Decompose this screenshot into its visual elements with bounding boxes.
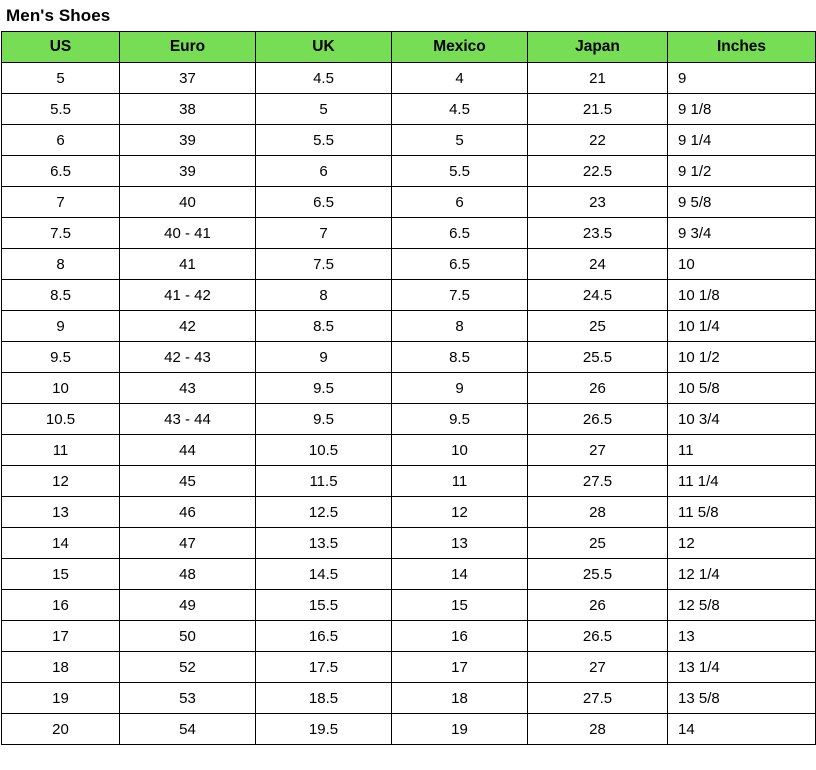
cell-mexico: 5.5 xyxy=(392,156,528,187)
cell-uk: 6.5 xyxy=(256,187,392,218)
cell-inches: 11 xyxy=(668,435,816,466)
cell-us: 10 xyxy=(2,373,120,404)
cell-us: 14 xyxy=(2,528,120,559)
cell-uk: 8 xyxy=(256,280,392,311)
cell-japan: 21.5 xyxy=(528,94,668,125)
cell-us: 16 xyxy=(2,590,120,621)
cell-euro: 42 xyxy=(120,311,256,342)
cell-uk: 19.5 xyxy=(256,714,392,745)
cell-japan: 24.5 xyxy=(528,280,668,311)
cell-inches: 11 5/8 xyxy=(668,497,816,528)
cell-us: 18 xyxy=(2,652,120,683)
table-row xyxy=(2,187,816,218)
cell-us: 5 xyxy=(2,63,120,94)
cell-us: 10.5 xyxy=(2,404,120,435)
table-header-row xyxy=(2,32,816,63)
table-row xyxy=(2,125,816,156)
table-header xyxy=(2,32,816,63)
cell-inches: 10 1/4 xyxy=(668,311,816,342)
cell-japan: 26 xyxy=(528,590,668,621)
cell-japan: 27 xyxy=(528,435,668,466)
cell-us: 6 xyxy=(2,125,120,156)
cell-us: 7.5 xyxy=(2,218,120,249)
column-header-japan: Japan xyxy=(528,32,668,63)
cell-us: 8.5 xyxy=(2,280,120,311)
cell-us: 11 xyxy=(2,435,120,466)
cell-uk: 10.5 xyxy=(256,435,392,466)
cell-japan: 26 xyxy=(528,373,668,404)
cell-uk: 4.5 xyxy=(256,63,392,94)
cell-uk: 11.5 xyxy=(256,466,392,497)
cell-mexico: 10 xyxy=(392,435,528,466)
cell-euro: 43 - 44 xyxy=(120,404,256,435)
cell-us: 6.5 xyxy=(2,156,120,187)
cell-uk: 9.5 xyxy=(256,404,392,435)
cell-inches: 14 xyxy=(668,714,816,745)
table-row xyxy=(2,63,816,94)
cell-inches: 9 1/8 xyxy=(668,94,816,125)
cell-uk: 16.5 xyxy=(256,621,392,652)
cell-mexico: 8 xyxy=(392,311,528,342)
cell-inches: 11 1/4 xyxy=(668,466,816,497)
table-row xyxy=(2,311,816,342)
cell-japan: 22.5 xyxy=(528,156,668,187)
cell-euro: 39 xyxy=(120,156,256,187)
cell-mexico: 7.5 xyxy=(392,280,528,311)
cell-uk: 5.5 xyxy=(256,125,392,156)
cell-uk: 14.5 xyxy=(256,559,392,590)
table-row xyxy=(2,218,816,249)
cell-euro: 39 xyxy=(120,125,256,156)
column-header-inches: Inches xyxy=(668,32,816,63)
column-header-euro: Euro xyxy=(120,32,256,63)
cell-euro: 50 xyxy=(120,621,256,652)
cell-japan: 25 xyxy=(528,528,668,559)
cell-us: 9.5 xyxy=(2,342,120,373)
table-row xyxy=(2,466,816,497)
cell-mexico: 19 xyxy=(392,714,528,745)
cell-us: 20 xyxy=(2,714,120,745)
cell-euro: 44 xyxy=(120,435,256,466)
cell-inches: 9 1/2 xyxy=(668,156,816,187)
table-row xyxy=(2,528,816,559)
cell-japan: 23.5 xyxy=(528,218,668,249)
cell-mexico: 4.5 xyxy=(392,94,528,125)
cell-uk: 13.5 xyxy=(256,528,392,559)
table-row xyxy=(2,249,816,280)
cell-us: 8 xyxy=(2,249,120,280)
table-row xyxy=(2,94,816,125)
cell-inches: 12 1/4 xyxy=(668,559,816,590)
cell-euro: 52 xyxy=(120,652,256,683)
table-row xyxy=(2,559,816,590)
cell-inches: 10 xyxy=(668,249,816,280)
table-row xyxy=(2,156,816,187)
table-row xyxy=(2,497,816,528)
cell-euro: 41 - 42 xyxy=(120,280,256,311)
cell-japan: 27 xyxy=(528,652,668,683)
cell-euro: 40 xyxy=(120,187,256,218)
cell-us: 5.5 xyxy=(2,94,120,125)
cell-japan: 24 xyxy=(528,249,668,280)
cell-euro: 53 xyxy=(120,683,256,714)
cell-mexico: 4 xyxy=(392,63,528,94)
cell-mexico: 11 xyxy=(392,466,528,497)
cell-us: 15 xyxy=(2,559,120,590)
cell-inches: 10 1/2 xyxy=(668,342,816,373)
cell-japan: 25.5 xyxy=(528,559,668,590)
cell-inches: 13 xyxy=(668,621,816,652)
cell-japan: 21 xyxy=(528,63,668,94)
cell-inches: 9 3/4 xyxy=(668,218,816,249)
size-conversion-table xyxy=(1,31,816,745)
cell-euro: 40 - 41 xyxy=(120,218,256,249)
cell-euro: 49 xyxy=(120,590,256,621)
cell-us: 13 xyxy=(2,497,120,528)
cell-mexico: 5 xyxy=(392,125,528,156)
cell-euro: 38 xyxy=(120,94,256,125)
cell-inches: 9 5/8 xyxy=(668,187,816,218)
cell-us: 19 xyxy=(2,683,120,714)
cell-uk: 9 xyxy=(256,342,392,373)
cell-euro: 54 xyxy=(120,714,256,745)
cell-inches: 9 xyxy=(668,63,816,94)
table-row xyxy=(2,435,816,466)
cell-inches: 10 5/8 xyxy=(668,373,816,404)
cell-japan: 22 xyxy=(528,125,668,156)
cell-inches: 10 1/8 xyxy=(668,280,816,311)
cell-uk: 18.5 xyxy=(256,683,392,714)
cell-euro: 37 xyxy=(120,63,256,94)
cell-uk: 7 xyxy=(256,218,392,249)
cell-uk: 7.5 xyxy=(256,249,392,280)
table-body xyxy=(2,63,816,745)
cell-euro: 41 xyxy=(120,249,256,280)
cell-us: 17 xyxy=(2,621,120,652)
cell-mexico: 17 xyxy=(392,652,528,683)
cell-mexico: 8.5 xyxy=(392,342,528,373)
cell-mexico: 14 xyxy=(392,559,528,590)
cell-uk: 12.5 xyxy=(256,497,392,528)
column-header-us: US xyxy=(2,32,120,63)
table-row xyxy=(2,714,816,745)
page-title: Men's Shoes xyxy=(6,6,111,25)
cell-us: 9 xyxy=(2,311,120,342)
table-row xyxy=(2,342,816,373)
cell-uk: 17.5 xyxy=(256,652,392,683)
cell-japan: 28 xyxy=(528,497,668,528)
cell-japan: 25 xyxy=(528,311,668,342)
cell-japan: 25.5 xyxy=(528,342,668,373)
cell-mexico: 6.5 xyxy=(392,249,528,280)
cell-japan: 26.5 xyxy=(528,404,668,435)
cell-mexico: 15 xyxy=(392,590,528,621)
cell-uk: 9.5 xyxy=(256,373,392,404)
cell-mexico: 6 xyxy=(392,187,528,218)
cell-japan: 26.5 xyxy=(528,621,668,652)
cell-mexico: 9 xyxy=(392,373,528,404)
table-row xyxy=(2,280,816,311)
cell-uk: 15.5 xyxy=(256,590,392,621)
table-row xyxy=(2,652,816,683)
cell-mexico: 6.5 xyxy=(392,218,528,249)
cell-us: 12 xyxy=(2,466,120,497)
cell-inches: 12 xyxy=(668,528,816,559)
cell-mexico: 13 xyxy=(392,528,528,559)
cell-mexico: 12 xyxy=(392,497,528,528)
table-row xyxy=(2,683,816,714)
cell-euro: 43 xyxy=(120,373,256,404)
cell-uk: 6 xyxy=(256,156,392,187)
cell-us: 7 xyxy=(2,187,120,218)
table-row xyxy=(2,621,816,652)
cell-japan: 28 xyxy=(528,714,668,745)
table-row xyxy=(2,373,816,404)
cell-uk: 5 xyxy=(256,94,392,125)
cell-japan: 23 xyxy=(528,187,668,218)
cell-mexico: 9.5 xyxy=(392,404,528,435)
column-header-mexico: Mexico xyxy=(392,32,528,63)
table-row xyxy=(2,404,816,435)
cell-mexico: 18 xyxy=(392,683,528,714)
cell-inches: 13 1/4 xyxy=(668,652,816,683)
cell-japan: 27.5 xyxy=(528,466,668,497)
column-header-uk: UK xyxy=(256,32,392,63)
table-row xyxy=(2,590,816,621)
cell-mexico: 16 xyxy=(392,621,528,652)
cell-euro: 46 xyxy=(120,497,256,528)
cell-japan: 27.5 xyxy=(528,683,668,714)
cell-euro: 42 - 43 xyxy=(120,342,256,373)
cell-euro: 45 xyxy=(120,466,256,497)
cell-uk: 8.5 xyxy=(256,311,392,342)
cell-euro: 48 xyxy=(120,559,256,590)
cell-inches: 12 5/8 xyxy=(668,590,816,621)
cell-euro: 47 xyxy=(120,528,256,559)
cell-inches: 9 1/4 xyxy=(668,125,816,156)
cell-inches: 13 5/8 xyxy=(668,683,816,714)
cell-inches: 10 3/4 xyxy=(668,404,816,435)
